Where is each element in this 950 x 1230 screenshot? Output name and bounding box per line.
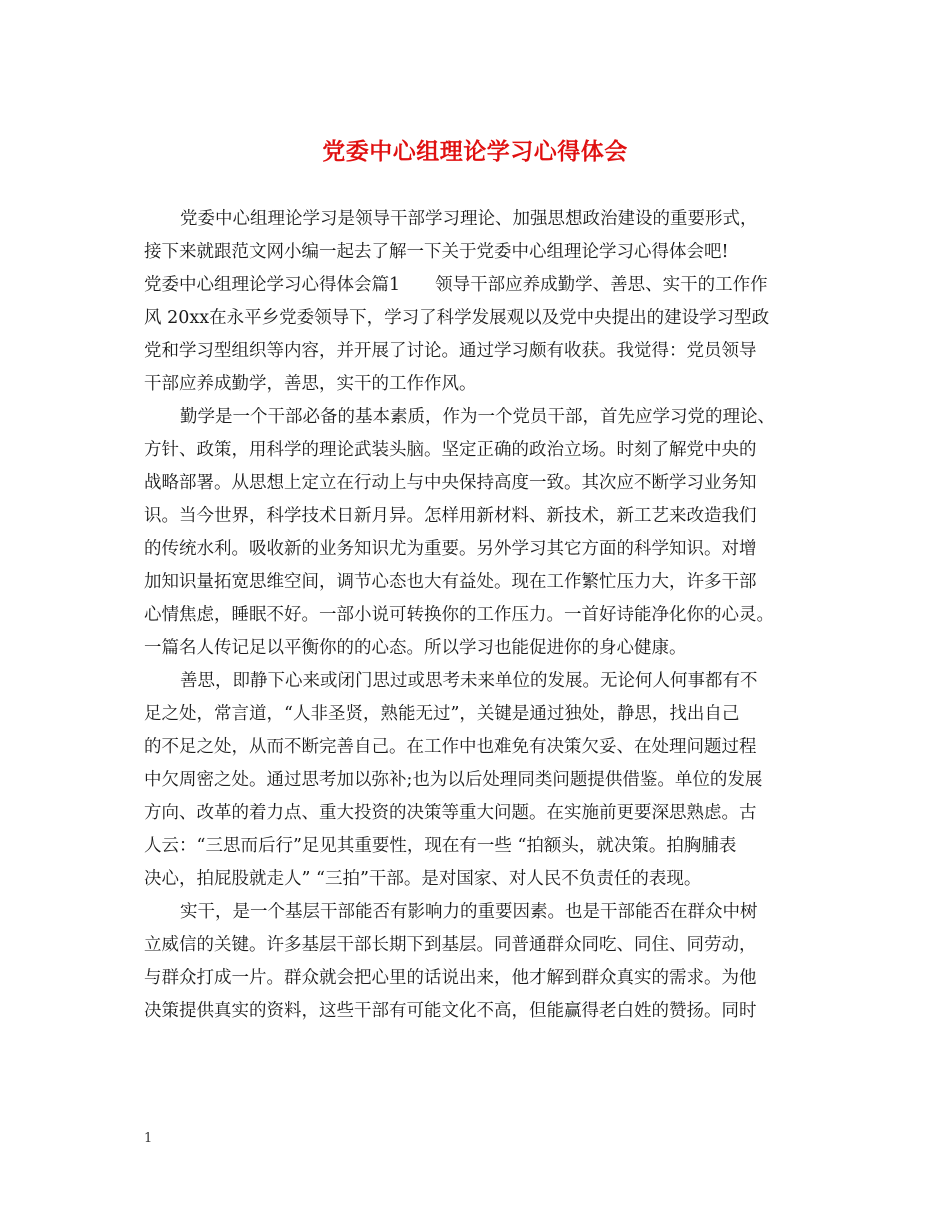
text-line: 接下来就跟范文网小编一起去了解一下关于党委中心组理论学习心得体会吧! [144, 242, 729, 262]
text-line: 党委中心组理论学习心得体会篇1 领导干部应养成勤学、善思、实干的工作作 [144, 275, 768, 295]
document-title: 党委中心组理论学习心得体会 [322, 138, 628, 165]
text-line: 加知识量拓宽思维空间，调节心态也大有益处。现在工作繁忙压力大，许多干部 [144, 572, 757, 592]
text-line: 立威信的关键。许多基层干部长期下到基层。同普通群众同吃、同住、同劳动， [144, 935, 757, 955]
paragraph-first-line: 党委中心组理论学习是领导干部学习理论、加强思想政治建设的重要形式， [180, 209, 758, 229]
text-line: 党和学习型组织等内容，并开展了讨论。通过学习颇有收获。我觉得：党员领导 [144, 341, 757, 361]
text-line: 方针、政策，用科学的理论武装头脑。坚定正确的政治立场。时刻了解党中央的 [144, 440, 757, 460]
paragraph-first-line: 实干，是一个基层干部能否有影响力的重要因素。也是干部能否在群众中树 [180, 902, 758, 922]
text-line: 干部应养成勤学，善思，实干的工作作风。 [144, 374, 477, 394]
paragraph-first-line: 善思，即静下心来或闭门思过或思考未来单位的发展。无论何人何事都有不 [180, 671, 758, 691]
text-line: 决心，拍屁股就走人” “三拍”干部。是对国家、对人民不负责任的表现。 [144, 869, 702, 889]
text-line: 足之处，常言道，“人非圣贤，熟能无过”，关键是通过独处，静思，找出自己 [144, 704, 740, 724]
text-line: 的传统水利。吸收新的业务知识尤为重要。另外学习其它方面的科学知识。对增 [144, 539, 757, 559]
text-line: 中欠周密之处。通过思考加以弥补;也为以后处理同类问题提供借鉴。单位的发展 [144, 770, 763, 790]
text-line: 决策提供真实的资料，这些干部有可能文化不高，但能赢得老白姓的赞扬。同时 [144, 1001, 757, 1021]
text-line: 战略部署。从思想上定立在行动上与中央保持高度一致。其次应不断学习业务知 [144, 473, 757, 493]
text-line: 与群众打成一片。群众就会把心里的话说出来，他才解到群众真实的需求。为他 [144, 968, 757, 988]
document-body [144, 203, 824, 1028]
text-line: 的不足之处，从而不断完善自己。在工作中也难免有决策欠妥、在处理问题过程 [144, 737, 757, 757]
text-line: 心情焦虑，睡眠不好。一部小说可转换你的工作压力。一首好诗能净化你的心灵。 [144, 605, 774, 625]
text-line: 风 20xx在永平乡党委领导下，学习了科学发展观以及党中央提出的建设学习型政 [144, 308, 770, 328]
text-line: 人云：“三思而后行”足见其重要性，现在有一些 “拍额头，就决策。拍胸脯表 [144, 836, 737, 856]
text-line: 一篇名人传记足以平衡你的的心态。所以学习也能促进你的身心健康。 [144, 638, 687, 658]
paragraph-first-line: 勤学是一个干部必备的基本素质，作为一个党员干部，首先应学习党的理论、 [180, 407, 775, 427]
text-line: 方向、改革的着力点、重大投资的决策等重大问题。在实施前更要深思熟虑。古 [144, 803, 757, 823]
page-number: 1 [144, 1131, 153, 1146]
text-line: 识。当今世界，科学技术日新月异。怎样用新材料、新技术，新工艺来改造我们 [144, 506, 757, 526]
